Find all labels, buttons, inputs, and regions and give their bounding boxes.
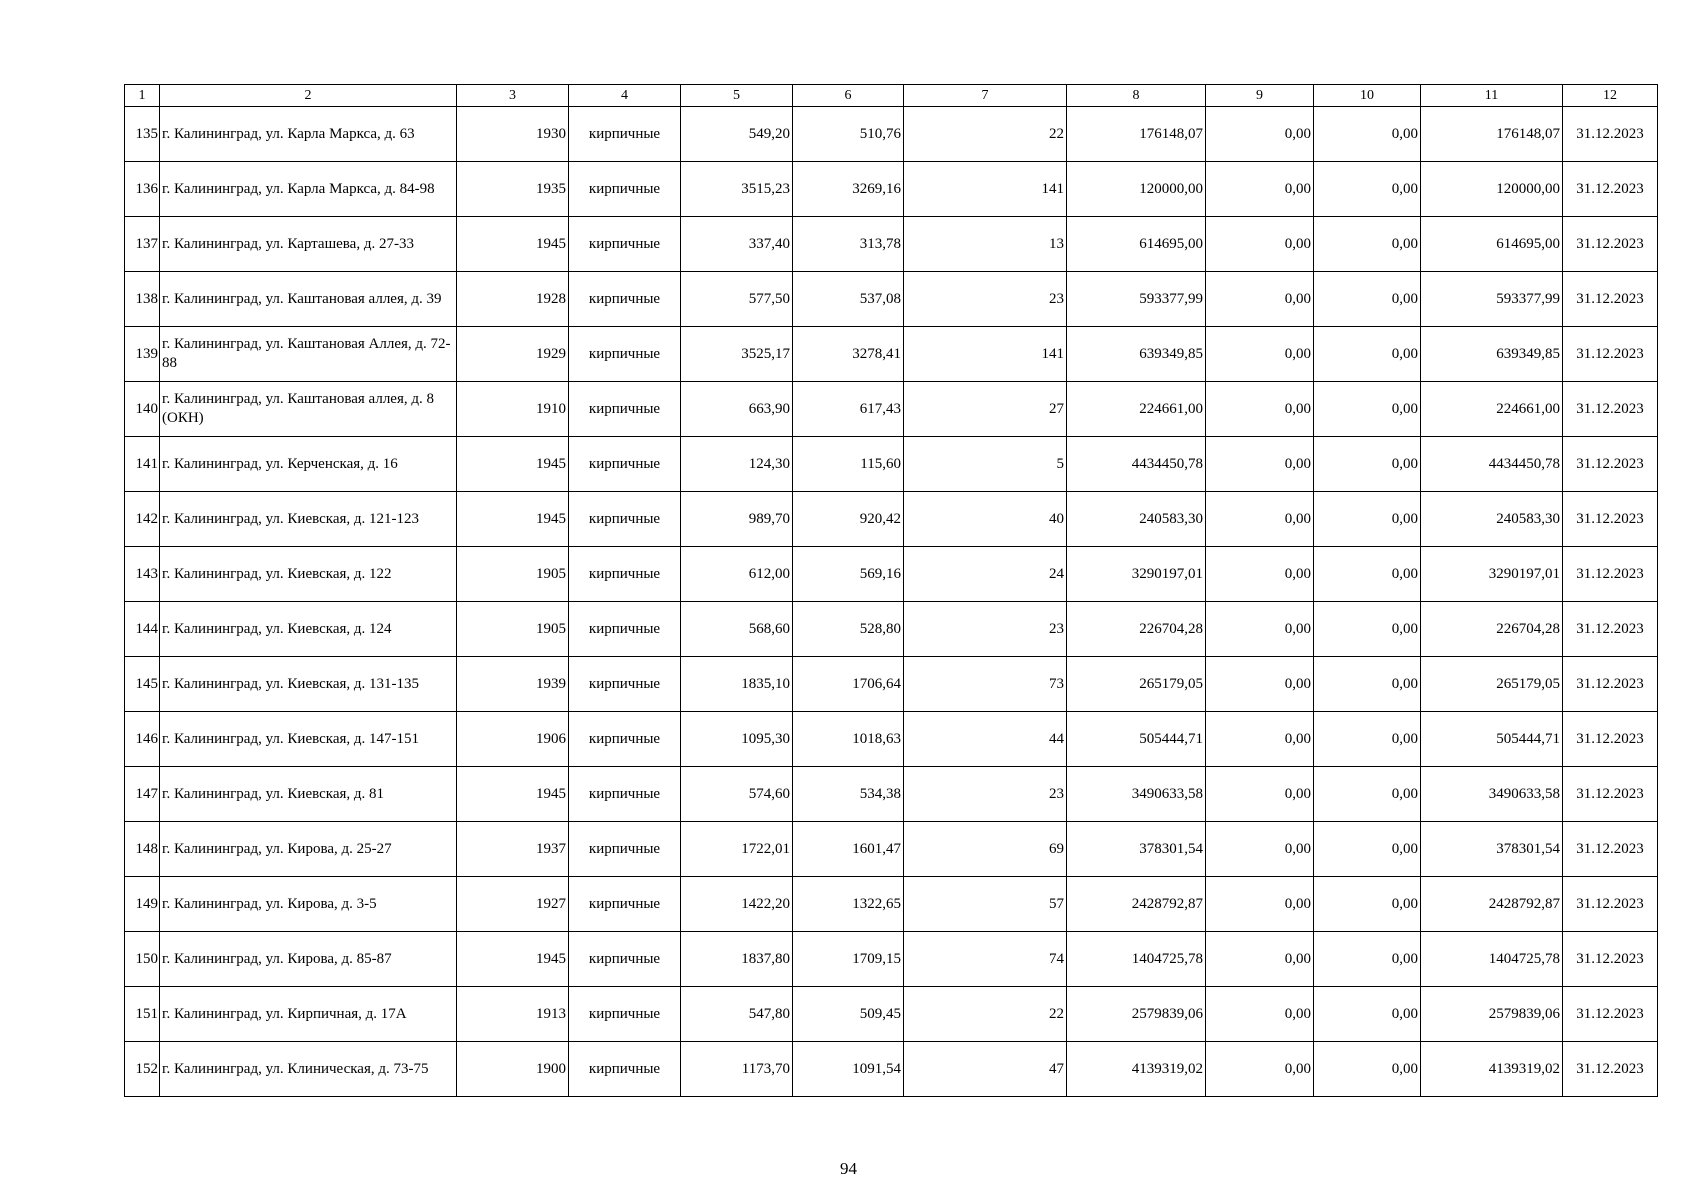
year-built-cell: 1930 (457, 107, 569, 162)
owner-funds-cell: 2428792,87 (1421, 877, 1563, 932)
residents-cell: 47 (904, 1042, 1067, 1097)
budget-cell: 0,00 (1314, 657, 1421, 712)
address-cell: г. Калининград, ул. Каштановая аллея, д. 39 (160, 272, 457, 327)
total-area-cell: 574,60 (681, 767, 793, 822)
table-row (125, 822, 1658, 877)
table-row (125, 107, 1658, 162)
living-area-cell: 1706,64 (793, 657, 904, 712)
residents-cell: 23 (904, 767, 1067, 822)
total-area-cell: 1837,80 (681, 932, 793, 987)
year-built-cell: 1927 (457, 877, 569, 932)
address-cell: г. Калининград, ул. Киевская, д. 124 (160, 602, 457, 657)
table-row (125, 547, 1658, 602)
deadline-cell: 31.12.2023 (1563, 272, 1658, 327)
address-cell: г. Калининград, ул. Клиническая, д. 73-75 (160, 1042, 457, 1097)
cost-total-cell: 2428792,87 (1067, 877, 1206, 932)
wall-material-cell: кирпичные (569, 107, 681, 162)
address-cell: г. Калининград, ул. Керченская, д. 16 (160, 437, 457, 492)
wall-material-cell: кирпичные (569, 547, 681, 602)
living-area-cell: 920,42 (793, 492, 904, 547)
living-area-cell: 313,78 (793, 217, 904, 272)
residents-cell: 73 (904, 657, 1067, 712)
column-header: 5 (681, 85, 793, 107)
residents-cell: 13 (904, 217, 1067, 272)
year-built-cell: 1945 (457, 217, 569, 272)
deadline-cell: 31.12.2023 (1563, 1042, 1658, 1097)
address-cell: г. Калининград, ул. Каштановая аллея, д. 8 (ОКН) (160, 382, 457, 437)
living-area-cell: 509,45 (793, 987, 904, 1042)
total-area-cell: 549,20 (681, 107, 793, 162)
deadline-cell: 31.12.2023 (1563, 877, 1658, 932)
living-area-cell: 3269,16 (793, 162, 904, 217)
deadline-cell: 31.12.2023 (1563, 327, 1658, 382)
total-area-cell: 3525,17 (681, 327, 793, 382)
wall-material-cell: кирпичные (569, 217, 681, 272)
deadline-cell: 31.12.2023 (1563, 492, 1658, 547)
owner-funds-cell: 3490633,58 (1421, 767, 1563, 822)
budget-cell: 0,00 (1314, 437, 1421, 492)
wall-material-cell: кирпичные (569, 492, 681, 547)
fund-cell: 0,00 (1206, 492, 1314, 547)
table-header-row (125, 85, 1658, 107)
deadline-cell: 31.12.2023 (1563, 162, 1658, 217)
table-row (125, 602, 1658, 657)
owner-funds-cell: 378301,54 (1421, 822, 1563, 877)
year-built-cell: 1939 (457, 657, 569, 712)
total-area-cell: 1835,10 (681, 657, 793, 712)
row-number-cell: 139 (125, 327, 160, 382)
table-row (125, 657, 1658, 712)
total-area-cell: 3515,23 (681, 162, 793, 217)
address-cell: г. Калининград, ул. Кирова, д. 3-5 (160, 877, 457, 932)
living-area-cell: 3278,41 (793, 327, 904, 382)
column-header: 10 (1314, 85, 1421, 107)
budget-cell: 0,00 (1314, 987, 1421, 1042)
year-built-cell: 1906 (457, 712, 569, 767)
owner-funds-cell: 226704,28 (1421, 602, 1563, 657)
budget-cell: 0,00 (1314, 382, 1421, 437)
total-area-cell: 1722,01 (681, 822, 793, 877)
column-header: 2 (160, 85, 457, 107)
owner-funds-cell: 3290197,01 (1421, 547, 1563, 602)
wall-material-cell: кирпичные (569, 877, 681, 932)
row-number-cell: 148 (125, 822, 160, 877)
table-row (125, 1042, 1658, 1097)
living-area-cell: 1709,15 (793, 932, 904, 987)
residents-cell: 5 (904, 437, 1067, 492)
budget-cell: 0,00 (1314, 712, 1421, 767)
living-area-cell: 537,08 (793, 272, 904, 327)
total-area-cell: 124,30 (681, 437, 793, 492)
address-cell: г. Калининград, ул. Киевская, д. 131-135 (160, 657, 457, 712)
budget-cell: 0,00 (1314, 1042, 1421, 1097)
cost-total-cell: 2579839,06 (1067, 987, 1206, 1042)
owner-funds-cell: 1404725,78 (1421, 932, 1563, 987)
cost-total-cell: 3490633,58 (1067, 767, 1206, 822)
total-area-cell: 337,40 (681, 217, 793, 272)
address-cell: г. Калининград, ул. Каштановая Аллея, д. 72-88 (160, 327, 457, 382)
cost-total-cell: 240583,30 (1067, 492, 1206, 547)
fund-cell: 0,00 (1206, 272, 1314, 327)
budget-cell: 0,00 (1314, 272, 1421, 327)
year-built-cell: 1945 (457, 492, 569, 547)
row-number-cell: 146 (125, 712, 160, 767)
address-cell: г. Калининград, ул. Киевская, д. 122 (160, 547, 457, 602)
fund-cell: 0,00 (1206, 657, 1314, 712)
owner-funds-cell: 505444,71 (1421, 712, 1563, 767)
budget-cell: 0,00 (1314, 107, 1421, 162)
owner-funds-cell: 224661,00 (1421, 382, 1563, 437)
total-area-cell: 1095,30 (681, 712, 793, 767)
table-row (125, 437, 1658, 492)
table-row (125, 327, 1658, 382)
address-cell: г. Калининград, ул. Киевская, д. 147-151 (160, 712, 457, 767)
owner-funds-cell: 639349,85 (1421, 327, 1563, 382)
fund-cell: 0,00 (1206, 767, 1314, 822)
residents-cell: 22 (904, 987, 1067, 1042)
budget-cell: 0,00 (1314, 162, 1421, 217)
cost-total-cell: 1404725,78 (1067, 932, 1206, 987)
residents-cell: 69 (904, 822, 1067, 877)
residents-cell: 141 (904, 162, 1067, 217)
deadline-cell: 31.12.2023 (1563, 767, 1658, 822)
row-number-cell: 144 (125, 602, 160, 657)
address-cell: г. Калининград, ул. Карла Маркса, д. 63 (160, 107, 457, 162)
year-built-cell: 1929 (457, 327, 569, 382)
row-number-cell: 140 (125, 382, 160, 437)
budget-cell: 0,00 (1314, 602, 1421, 657)
cost-total-cell: 3290197,01 (1067, 547, 1206, 602)
total-area-cell: 577,50 (681, 272, 793, 327)
living-area-cell: 528,80 (793, 602, 904, 657)
cost-total-cell: 176148,07 (1067, 107, 1206, 162)
year-built-cell: 1945 (457, 437, 569, 492)
wall-material-cell: кирпичные (569, 382, 681, 437)
cost-total-cell: 226704,28 (1067, 602, 1206, 657)
owner-funds-cell: 265179,05 (1421, 657, 1563, 712)
fund-cell: 0,00 (1206, 877, 1314, 932)
living-area-cell: 1018,63 (793, 712, 904, 767)
living-area-cell: 115,60 (793, 437, 904, 492)
deadline-cell: 31.12.2023 (1563, 822, 1658, 877)
table-row (125, 162, 1658, 217)
cost-total-cell: 4139319,02 (1067, 1042, 1206, 1097)
row-number-cell: 137 (125, 217, 160, 272)
year-built-cell: 1935 (457, 162, 569, 217)
living-area-cell: 510,76 (793, 107, 904, 162)
wall-material-cell: кирпичные (569, 657, 681, 712)
budget-cell: 0,00 (1314, 492, 1421, 547)
table-row (125, 382, 1658, 437)
fund-cell: 0,00 (1206, 712, 1314, 767)
wall-material-cell: кирпичные (569, 712, 681, 767)
wall-material-cell: кирпичные (569, 987, 681, 1042)
deadline-cell: 31.12.2023 (1563, 657, 1658, 712)
fund-cell: 0,00 (1206, 107, 1314, 162)
deadline-cell: 31.12.2023 (1563, 107, 1658, 162)
owner-funds-cell: 2579839,06 (1421, 987, 1563, 1042)
residents-cell: 27 (904, 382, 1067, 437)
budget-cell: 0,00 (1314, 547, 1421, 602)
fund-cell: 0,00 (1206, 987, 1314, 1042)
year-built-cell: 1945 (457, 767, 569, 822)
address-cell: г. Калининград, ул. Киевская, д. 81 (160, 767, 457, 822)
residents-cell: 22 (904, 107, 1067, 162)
address-cell: г. Калининград, ул. Кирпичная, д. 17А (160, 987, 457, 1042)
deadline-cell: 31.12.2023 (1563, 547, 1658, 602)
fund-cell: 0,00 (1206, 162, 1314, 217)
year-built-cell: 1910 (457, 382, 569, 437)
address-cell: г. Калининград, ул. Кирова, д. 85-87 (160, 932, 457, 987)
total-area-cell: 1422,20 (681, 877, 793, 932)
residents-cell: 24 (904, 547, 1067, 602)
fund-cell: 0,00 (1206, 217, 1314, 272)
cost-total-cell: 4434450,78 (1067, 437, 1206, 492)
year-built-cell: 1945 (457, 932, 569, 987)
wall-material-cell: кирпичные (569, 272, 681, 327)
column-header: 1 (125, 85, 160, 107)
wall-material-cell: кирпичные (569, 437, 681, 492)
deadline-cell: 31.12.2023 (1563, 602, 1658, 657)
residents-cell: 23 (904, 272, 1067, 327)
deadline-cell: 31.12.2023 (1563, 437, 1658, 492)
row-number-cell: 143 (125, 547, 160, 602)
budget-cell: 0,00 (1314, 217, 1421, 272)
living-area-cell: 1091,54 (793, 1042, 904, 1097)
column-header: 4 (569, 85, 681, 107)
fund-cell: 0,00 (1206, 437, 1314, 492)
year-built-cell: 1928 (457, 272, 569, 327)
table-row (125, 932, 1658, 987)
cost-total-cell: 505444,71 (1067, 712, 1206, 767)
budget-cell: 0,00 (1314, 327, 1421, 382)
column-header: 6 (793, 85, 904, 107)
owner-funds-cell: 593377,99 (1421, 272, 1563, 327)
total-area-cell: 612,00 (681, 547, 793, 602)
budget-cell: 0,00 (1314, 877, 1421, 932)
wall-material-cell: кирпичные (569, 932, 681, 987)
deadline-cell: 31.12.2023 (1563, 217, 1658, 272)
owner-funds-cell: 4139319,02 (1421, 1042, 1563, 1097)
row-number-cell: 147 (125, 767, 160, 822)
owner-funds-cell: 176148,07 (1421, 107, 1563, 162)
wall-material-cell: кирпичные (569, 822, 681, 877)
row-number-cell: 138 (125, 272, 160, 327)
residents-cell: 141 (904, 327, 1067, 382)
living-area-cell: 569,16 (793, 547, 904, 602)
deadline-cell: 31.12.2023 (1563, 932, 1658, 987)
data-table (124, 84, 1658, 1097)
wall-material-cell: кирпичные (569, 1042, 681, 1097)
address-cell: г. Калининград, ул. Карташева, д. 27-33 (160, 217, 457, 272)
fund-cell: 0,00 (1206, 602, 1314, 657)
living-area-cell: 1601,47 (793, 822, 904, 877)
owner-funds-cell: 614695,00 (1421, 217, 1563, 272)
total-area-cell: 547,80 (681, 987, 793, 1042)
table-row (125, 712, 1658, 767)
table-row (125, 877, 1658, 932)
page-number: 94 (840, 1159, 857, 1178)
budget-cell: 0,00 (1314, 767, 1421, 822)
owner-funds-cell: 120000,00 (1421, 162, 1563, 217)
year-built-cell: 1900 (457, 1042, 569, 1097)
fund-cell: 0,00 (1206, 382, 1314, 437)
residents-cell: 57 (904, 877, 1067, 932)
fund-cell: 0,00 (1206, 1042, 1314, 1097)
row-number-cell: 150 (125, 932, 160, 987)
table-row (125, 492, 1658, 547)
address-cell: г. Калининград, ул. Карла Маркса, д. 84-98 (160, 162, 457, 217)
total-area-cell: 1173,70 (681, 1042, 793, 1097)
owner-funds-cell: 240583,30 (1421, 492, 1563, 547)
deadline-cell: 31.12.2023 (1563, 712, 1658, 767)
fund-cell: 0,00 (1206, 822, 1314, 877)
wall-material-cell: кирпичные (569, 767, 681, 822)
table-row (125, 767, 1658, 822)
wall-material-cell: кирпичные (569, 602, 681, 657)
fund-cell: 0,00 (1206, 327, 1314, 382)
year-built-cell: 1913 (457, 987, 569, 1042)
fund-cell: 0,00 (1206, 547, 1314, 602)
table-row (125, 272, 1658, 327)
total-area-cell: 989,70 (681, 492, 793, 547)
row-number-cell: 142 (125, 492, 160, 547)
residents-cell: 44 (904, 712, 1067, 767)
owner-funds-cell: 4434450,78 (1421, 437, 1563, 492)
wall-material-cell: кирпичные (569, 162, 681, 217)
year-built-cell: 1905 (457, 602, 569, 657)
row-number-cell: 151 (125, 987, 160, 1042)
column-header: 8 (1067, 85, 1206, 107)
residents-cell: 74 (904, 932, 1067, 987)
row-number-cell: 141 (125, 437, 160, 492)
cost-total-cell: 614695,00 (1067, 217, 1206, 272)
row-number-cell: 149 (125, 877, 160, 932)
fund-cell: 0,00 (1206, 932, 1314, 987)
budget-cell: 0,00 (1314, 932, 1421, 987)
address-cell: г. Калининград, ул. Киевская, д. 121-123 (160, 492, 457, 547)
row-number-cell: 145 (125, 657, 160, 712)
table-row (125, 217, 1658, 272)
total-area-cell: 663,90 (681, 382, 793, 437)
residents-cell: 40 (904, 492, 1067, 547)
table-body (125, 107, 1658, 1097)
year-built-cell: 1905 (457, 547, 569, 602)
row-number-cell: 135 (125, 107, 160, 162)
table-row (125, 987, 1658, 1042)
cost-total-cell: 593377,99 (1067, 272, 1206, 327)
column-header: 3 (457, 85, 569, 107)
wall-material-cell: кирпичные (569, 327, 681, 382)
residents-cell: 23 (904, 602, 1067, 657)
address-cell: г. Калининград, ул. Кирова, д. 25-27 (160, 822, 457, 877)
year-built-cell: 1937 (457, 822, 569, 877)
row-number-cell: 152 (125, 1042, 160, 1097)
column-header: 11 (1421, 85, 1563, 107)
column-header: 12 (1563, 85, 1658, 107)
budget-cell: 0,00 (1314, 822, 1421, 877)
column-header: 7 (904, 85, 1067, 107)
deadline-cell: 31.12.2023 (1563, 382, 1658, 437)
total-area-cell: 568,60 (681, 602, 793, 657)
cost-total-cell: 120000,00 (1067, 162, 1206, 217)
column-header: 9 (1206, 85, 1314, 107)
cost-total-cell: 639349,85 (1067, 327, 1206, 382)
cost-total-cell: 378301,54 (1067, 822, 1206, 877)
living-area-cell: 617,43 (793, 382, 904, 437)
cost-total-cell: 265179,05 (1067, 657, 1206, 712)
deadline-cell: 31.12.2023 (1563, 987, 1658, 1042)
living-area-cell: 534,38 (793, 767, 904, 822)
cost-total-cell: 224661,00 (1067, 382, 1206, 437)
living-area-cell: 1322,65 (793, 877, 904, 932)
row-number-cell: 136 (125, 162, 160, 217)
